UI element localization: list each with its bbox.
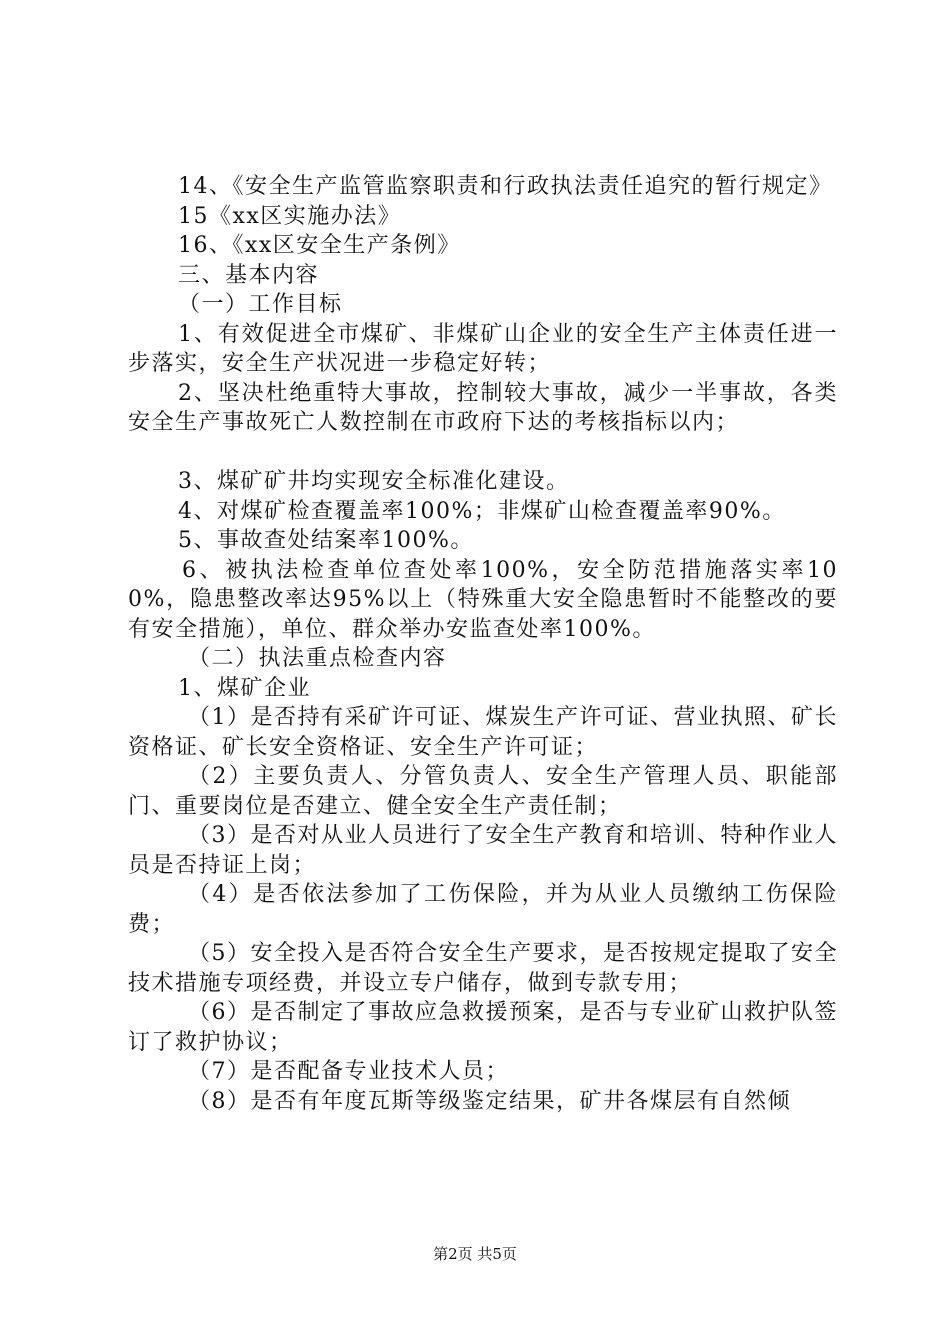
- goal-item-2: 2、坚决杜绝重特大事故，控制较大事故，减少一半事故，各类安全生产事故死亡人数控制在市政府下达的考核指标以内；: [128, 380, 838, 435]
- subsection-heading-inspection: （二）执法重点检查内容: [188, 646, 447, 671]
- document-page: [128, 172, 838, 1116]
- goal-item-1: 1、有效促进全市煤矿、非煤矿山企业的安全生产主体责任进一步落实，安全生产状况进一步稳定好转；: [128, 321, 838, 376]
- inspection-item-5: （5）安全投入是否符合安全生产要求，是否按规定提取了安全技术措施专项经费，并设立专户储存，做到专款专用；: [128, 941, 838, 996]
- paragraph-reg-16: 16、《xx区安全生产条例》: [178, 233, 461, 258]
- goal-item-3: 3、煤矿矿井均实现安全标准化建设。: [178, 469, 570, 494]
- inspection-item-6: （6）是否制定了事故应急救援预案，是否与专业矿山救护队签订了救护协议；: [128, 1000, 838, 1055]
- blank-line: [128, 438, 838, 468]
- inspection-item-7: （7）是否配备专业技术人员；: [188, 1059, 509, 1084]
- goal-item-4: 4、对煤矿检查覆盖率100%；非煤矿山检查覆盖率90%。: [178, 498, 786, 524]
- paragraph-reg-15: 15《xx区实施办法》: [178, 203, 402, 229]
- subsection-heading-goals: （一）工作目标: [178, 292, 343, 317]
- paragraph-reg-14: 14、《安全生产监管监察职责和行政执法责任追究的暂行规定》: [178, 174, 833, 199]
- category-coal-mine: 1、煤矿企业: [178, 675, 311, 701]
- goal-item-5: 5、事故查处结案率100%。: [178, 528, 474, 553]
- inspection-item-3: （3）是否对从业人员进行了安全生产教育和培训、特种作业人员是否持证上岗；: [128, 823, 838, 878]
- inspection-item-2: （2）主要负责人、分管负责人、安全生产管理人员、职能部门、重要岗位是否建立、健全安全生产责任制；: [128, 764, 838, 819]
- page-footer: 第2页 共5页: [433, 1245, 517, 1263]
- inspection-item-8: （8）是否有年度瓦斯等级鉴定结果，矿井各煤层有自然倾: [188, 1088, 791, 1114]
- goal-item-6: 6、被执法检查单位查处率100%，安全防范措施落实率100%，隐患整改率达95%以上（特殊重大安全隐患暂时不能整改的要有安全措施），单位、群众举办安监查处率100%。: [128, 557, 838, 642]
- inspection-item-4: （4）是否依法参加了工伤保险，并为从业人员缴纳工伤保险费；: [128, 882, 838, 937]
- section-heading-basic-content: 三、基本内容: [178, 262, 320, 288]
- inspection-item-1: （1）是否持有采矿许可证、煤炭生产许可证、营业执照、矿长资格证、矿长安全资格证、安全生产许可证；: [128, 705, 838, 760]
